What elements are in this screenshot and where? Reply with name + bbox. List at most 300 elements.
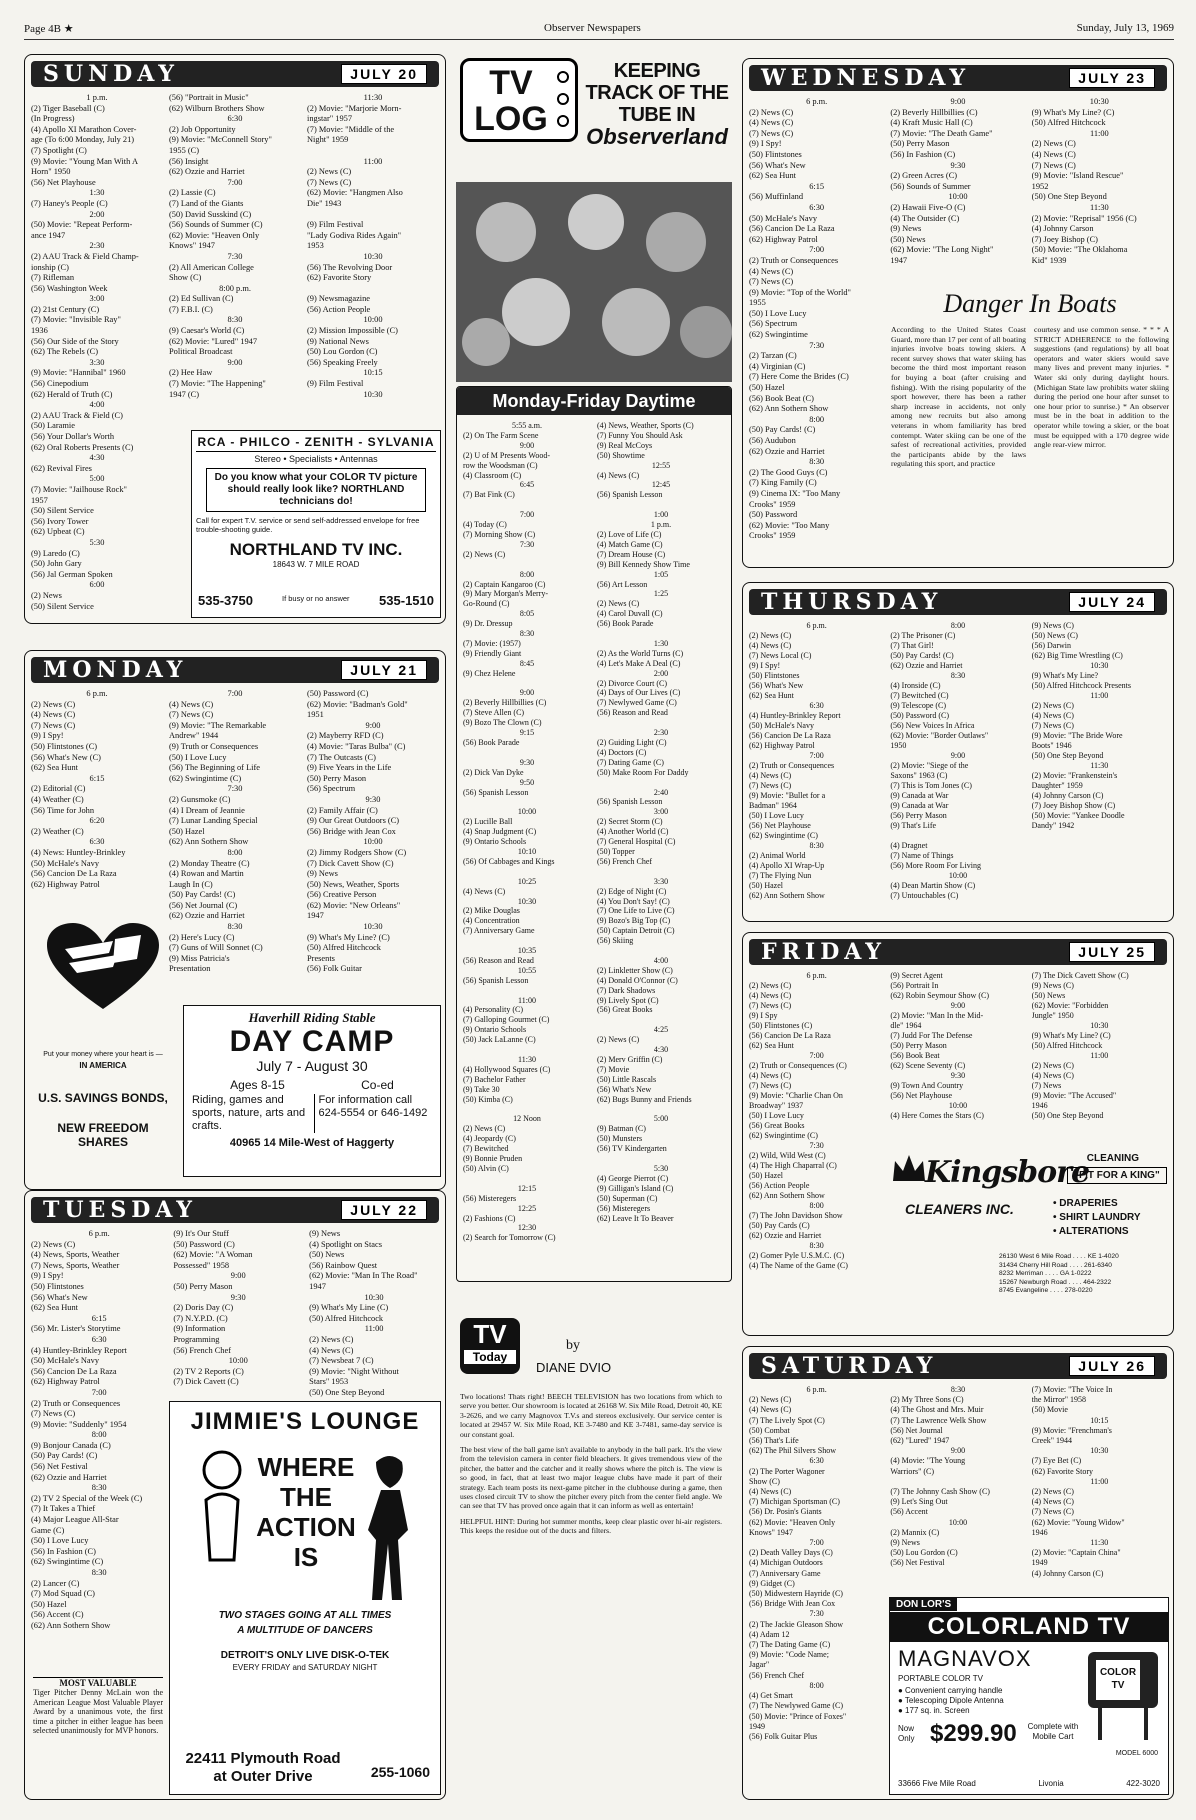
- list-item: Crooks" 1959: [749, 499, 796, 509]
- list-item: 12:25: [517, 1203, 537, 1213]
- list-item: (56) Cancion De La Raza: [31, 869, 117, 879]
- list-item: (2) AAU Track & Field Champ-: [31, 251, 139, 261]
- list-item: (4) News (C): [597, 470, 640, 480]
- list-item: ance 1947: [31, 230, 66, 240]
- list-item: (7) The Dating Game (C): [749, 1640, 831, 1650]
- list-item: (62) Movie: "Young Widow": [1031, 1517, 1125, 1527]
- list-item: (50) Pay Cards! (C): [890, 651, 954, 660]
- list-item: (2) The Jackie Gleason Show: [749, 1619, 844, 1629]
- list-item: Jungle" 1950: [1031, 1011, 1074, 1020]
- list-item: (9) I Spy: [749, 1011, 778, 1020]
- list-item: 10:00: [363, 315, 383, 325]
- list-item: (9) Movie: "Suddenly" 1954: [31, 1419, 127, 1429]
- list-item: (9) Bonjour Canada (C): [31, 1440, 111, 1450]
- tv-log-word: TV LOG: [474, 64, 548, 138]
- list-item: (4) Johnny Carson (C): [1031, 791, 1104, 800]
- list-item: (56) Ivory Tower: [31, 516, 89, 526]
- list-item: (2) The Prisoner (C): [890, 631, 956, 640]
- list-item: (9) I Spy!: [749, 661, 781, 670]
- list-item: (2) Green Acres (C): [890, 171, 958, 181]
- camp-info: For information call 624-5554 or 646-1492: [314, 1094, 433, 1133]
- list-item: (9) That's Life: [890, 821, 937, 830]
- list-item: (56) Great Books: [597, 1005, 653, 1015]
- list-item: 8745 Evangeline . . . . 278-0220: [999, 1287, 1093, 1295]
- list-item: (4) News (C): [1031, 1497, 1074, 1507]
- list-item: (9) Movie: "The Remarkable: [169, 720, 267, 730]
- list-item: (62) Movie: "Hangmen Also: [307, 188, 403, 198]
- list-item: (7) Here Come the Brides (C): [749, 372, 849, 382]
- lounge-nights: EVERY FRIDAY and SATURDAY NIGHT: [232, 1663, 378, 1672]
- list-item: age (To 6:00 Monday, July 21): [31, 135, 135, 145]
- thursday-col-3: [1032, 621, 1167, 915]
- list-item: 9:30: [950, 160, 966, 170]
- colorland-phone: 422-3020: [1126, 1779, 1160, 1788]
- list-item: (9) What's My Line? (C): [1031, 107, 1115, 117]
- list-item: (50) Jack LaLanne (C): [463, 1035, 536, 1045]
- list-item: (7) Dating Game (C): [597, 757, 664, 767]
- list-item: 5:55 a.m.: [512, 421, 542, 430]
- list-item: (56) Cancion De La Raza: [749, 1031, 831, 1040]
- brand-list: RCA - PHILCO - ZENITH - SYLVANIA: [196, 435, 436, 452]
- saturday-header: [749, 1353, 1167, 1379]
- list-item: 4:25: [653, 1025, 669, 1035]
- list-item: (7) Movie: "The Voice In: [1031, 1385, 1113, 1394]
- list-item: (4) News (C): [749, 118, 794, 128]
- list-item: (56) Spanish Lesson: [463, 975, 529, 985]
- list-item: (2) News (C): [309, 1334, 354, 1344]
- saturday-col-3: [1032, 1385, 1167, 1615]
- list-item: 4:00: [89, 400, 105, 410]
- list-item: (4) News: Huntley-Brinkley: [31, 847, 126, 857]
- saturday-col-2: [890, 1385, 1025, 1615]
- list-item: (7) Anniversary Game: [749, 1568, 821, 1578]
- list-item: (2) Truth or Consequences: [749, 761, 835, 770]
- list-item: (56) Cancion De La Raza: [749, 731, 831, 740]
- list-item: (62) Sea Hunt: [31, 1303, 78, 1313]
- list-item: (62) Sea Hunt: [31, 763, 78, 773]
- list-item: (62) Swingintime: [749, 330, 808, 340]
- list-item: 10:30: [363, 922, 383, 932]
- list-item: 11:00: [364, 1324, 384, 1334]
- list-item: 8:30: [227, 922, 243, 932]
- list-item: (62) Herald of Truth (C): [31, 389, 113, 399]
- list-item: (50) One Step Beyond: [1031, 1111, 1104, 1120]
- list-item: (62) Revival Fires: [31, 463, 92, 473]
- article-title: Danger In Boats: [943, 289, 1117, 318]
- list-item: (50) Hazel: [749, 881, 783, 890]
- list-item: 10:30: [363, 251, 383, 261]
- list-item: 10:30: [1090, 1446, 1109, 1456]
- list-item: 9:50: [519, 777, 535, 787]
- camp-address: 40965 14 Mile-West of Haggerty: [229, 1137, 395, 1149]
- list-item: (50) Munsters: [597, 1134, 643, 1144]
- list-item: (56) Time for John: [31, 805, 95, 815]
- list-item: (50) I Love Lucy: [169, 752, 227, 762]
- list-item: (56) Cancion De La Raza: [749, 224, 835, 234]
- list-item: (9) Bozo's Big Top (C): [597, 916, 671, 926]
- list-item: (50) John Gary: [31, 559, 82, 569]
- list-item: 10:55: [517, 965, 537, 975]
- list-item: (62) Scene Seventy (C): [890, 1061, 966, 1070]
- day-date: JULY 25: [1069, 942, 1155, 962]
- list-item: (56) In Fashion (C): [31, 1546, 96, 1556]
- list-item: [463, 679, 591, 689]
- list-item: (4) Get Smart: [749, 1691, 793, 1701]
- list-item: (4) Hollywood Squares (C): [463, 1064, 551, 1074]
- tv-today-author: DIANE DVIO: [536, 1360, 612, 1375]
- list-item: (56) Accent: [890, 1507, 928, 1517]
- list-item: (7) Anniversary Game: [463, 926, 535, 936]
- list-item: (2) News (C): [749, 1395, 792, 1405]
- list-item: (50) Alvin (C): [463, 1163, 509, 1173]
- list-item: (50) Hazel: [31, 1599, 67, 1609]
- list-item: (56) Jal German Spoken: [31, 569, 113, 579]
- list-item: (4) Huntley-Brinkley Report: [749, 711, 841, 720]
- day-name: SUNDAY: [43, 61, 179, 87]
- list-item: 1951: [307, 710, 324, 720]
- list-item: Broadway" 1937: [749, 1101, 804, 1110]
- day-date: JULY 20: [341, 64, 427, 84]
- list-item: (9) I Spy!: [31, 731, 64, 741]
- list-item: (2) Search for Tomorrow (C): [463, 1233, 556, 1243]
- list-item: (62) Ann Sothern Show: [169, 837, 249, 847]
- colorland-dealer: DON LOR'S: [890, 1598, 957, 1611]
- list-item: 9:00: [365, 720, 381, 730]
- list-item: (7) News (C): [749, 128, 794, 138]
- list-item: (50) Lou Gordon (C): [307, 347, 378, 357]
- list-item: (7) One Life to Live (C): [597, 906, 675, 916]
- list-item: (2) Weather (C): [31, 826, 84, 836]
- friday-listing: [742, 932, 1174, 1336]
- colorland-brand: MAGNAVOX: [898, 1646, 1032, 1671]
- list-item: (2) Beverly Hillbillies (C): [890, 107, 978, 117]
- kingsbore-cleaners-ad: [889, 1149, 1169, 1331]
- list-item: (9) Movie: "Night Without: [309, 1366, 399, 1376]
- day-date: JULY 22: [341, 1200, 427, 1220]
- list-item: (62) Swingintime (C): [749, 831, 818, 840]
- list-item: Knows" 1947: [169, 241, 215, 251]
- list-item: (7) N.Y.P.D. (C): [173, 1313, 228, 1323]
- list-item: (9) What's My Line? (C): [307, 932, 390, 942]
- list-item: (50) Make Room For Daddy: [597, 767, 689, 777]
- list-item: Possessed" 1958: [173, 1260, 230, 1270]
- list-item: 4:30: [89, 453, 105, 463]
- tv-knob-icon: [557, 115, 569, 127]
- list-item: (62) Favorite Story: [307, 273, 372, 283]
- list-item: 12:45: [651, 480, 671, 490]
- list-item: Show (C): [749, 1476, 780, 1486]
- northland-tv-ad: [191, 430, 441, 618]
- list-item: (56) Insight: [169, 156, 209, 166]
- list-item: (62) The Phil Silvers Show: [749, 1446, 836, 1456]
- list-item: (7) Movie: "Jailhouse Rock": [31, 484, 127, 494]
- list-item: (2) 21st Century (C): [31, 304, 100, 314]
- list-item: (4) You Don't Say! (C): [597, 896, 670, 906]
- list-item: 1:30: [653, 638, 669, 648]
- list-item: (50) McHale's Navy: [749, 721, 814, 730]
- list-item: (7) Dark Shadows: [597, 985, 656, 995]
- list-item: (50) I Love Lucy: [749, 811, 804, 820]
- list-item: (9) Cinema IX: "Too Many: [749, 488, 841, 498]
- list-item: (50) Pay Cards! (C): [749, 425, 816, 435]
- list-item: (56) Of Cabbages and Kings: [463, 856, 555, 866]
- list-item: (9) Five Years in the Life: [307, 763, 392, 773]
- list-item: (2) Tiger Baseball (C): [31, 103, 105, 113]
- list-item: 11:30: [518, 1055, 536, 1064]
- list-item: Show (C): [169, 273, 202, 283]
- list-item: (50) Perry Mason: [890, 139, 950, 149]
- list-item: (62) Bugs Bunny and Friends: [597, 1094, 692, 1104]
- list-item: (7) Galloping Gourmet (C): [463, 1015, 550, 1025]
- list-item: (7) The Flying Nun: [749, 871, 812, 880]
- list-item: (50) Alfred Hitchcock: [1031, 118, 1106, 128]
- list-item: (2) Fashions (C): [463, 1213, 516, 1223]
- list-item: 1952: [1031, 181, 1049, 191]
- list-item: (9) What's My Line?: [1031, 671, 1099, 680]
- list-item: Warriors" (C): [890, 1466, 935, 1476]
- list-item: 7:30: [227, 251, 243, 261]
- day-date: JULY 26: [1069, 1356, 1155, 1376]
- list-item: (2) Lancer (C): [31, 1578, 80, 1588]
- list-item: (56) Net Festival: [890, 1558, 945, 1568]
- list-item: (4) Doctors (C): [597, 747, 647, 757]
- list-item: (9) News (C): [1031, 621, 1074, 630]
- tv-log-banner: [456, 54, 732, 386]
- list-item: 2:00: [89, 209, 105, 219]
- list-item: 7:30: [809, 1609, 824, 1619]
- list-item: (9) Movie: "Code Name;: [749, 1650, 829, 1660]
- list-item: (4) News (C): [169, 699, 214, 709]
- list-item: 1955: [749, 298, 766, 308]
- camp-stable-name: Haverhill Riding Stable: [248, 1010, 376, 1025]
- list-item: (4) Donald O'Connor (C): [597, 975, 678, 985]
- list-item: (56) Rainbow Quest: [309, 1260, 378, 1270]
- list-item: Andrew" 1944: [169, 731, 219, 741]
- list-item: (2) News: [31, 590, 62, 600]
- list-item: (50) Perry Mason: [307, 773, 367, 783]
- list-item: 10:30: [517, 896, 537, 906]
- list-item: 6:30: [809, 1456, 824, 1466]
- day-name: FRIDAY: [761, 939, 886, 965]
- list-item: 8232 Merriman . . . . GA 1-0222: [999, 1270, 1092, 1278]
- list-item: (7) The Dick Cavett Show (C): [1031, 971, 1129, 980]
- lounge-title: JIMMIE'S LOUNGE: [190, 1408, 420, 1435]
- list-item: (9) I Spy!: [749, 139, 782, 149]
- monday-col-3: [307, 689, 439, 1009]
- list-item: (56) Dr. Posin's Giants: [749, 1507, 822, 1517]
- list-item: 3:00: [653, 807, 669, 817]
- list-item: (2) Here's Lucy (C): [169, 932, 235, 942]
- ad-phone-1: 535-3750: [198, 593, 253, 608]
- list-item: (2) News (C): [597, 1035, 640, 1045]
- list-item: 11:30: [1089, 202, 1109, 212]
- list-item: (56) Your Dollar's Worth: [31, 432, 115, 441]
- list-item: 8:00 p.m.: [219, 283, 251, 293]
- list-item: (4) Days of Our Lives (C): [597, 688, 681, 698]
- list-item: (7) The Outcasts (C): [307, 752, 376, 762]
- list-item: (62) Robin Seymour Show (C): [890, 991, 989, 1000]
- list-item: (In Progress): [31, 114, 75, 124]
- list-item: (50) Password (C): [890, 711, 949, 720]
- list-item: (2) Captain Kangaroo (C): [463, 579, 546, 589]
- masthead: [24, 20, 1174, 40]
- faces-photo: [456, 182, 732, 382]
- list-item: 6 p.m.: [806, 971, 827, 980]
- list-item: (62) The Rebels (C): [31, 347, 99, 357]
- list-item: (50) McHale's Navy: [31, 858, 100, 868]
- list-item: (56) French Chef: [749, 1670, 805, 1680]
- list-item: 11:00: [1090, 691, 1109, 700]
- camp-desc: Riding, games and sports, nature, arts and crafts.: [192, 1094, 306, 1132]
- list-item: (2) Movie: "Reprisal" 1956 (C): [1031, 213, 1137, 223]
- list-item: (9) Mary Morgan's Merry-: [463, 589, 549, 599]
- list-item: (9) Take 30: [463, 1084, 500, 1094]
- list-item: 7:00: [227, 689, 243, 698]
- list-item: (4) Virginian (C): [749, 361, 806, 371]
- list-item: 1:05: [653, 569, 669, 579]
- list-item: 8:30: [91, 1483, 107, 1493]
- list-item: (50) Midwestern Hayride (C): [749, 1589, 843, 1599]
- list-item: 6:15: [91, 1313, 107, 1323]
- list-item: (56) Misteregers: [463, 1193, 517, 1203]
- list-item: (4) Johnny Carson (C): [1031, 1568, 1104, 1578]
- list-item: (9) Film Festival: [307, 220, 364, 230]
- list-item: (56) Portrait In: [890, 981, 939, 990]
- list-item: (50) Captain Detroit (C): [597, 926, 675, 936]
- monday-listing: [24, 650, 446, 1190]
- list-item: 1949: [749, 1721, 765, 1731]
- list-item: 9:30: [365, 794, 381, 804]
- list-item: (62) Highway Patrol: [749, 234, 818, 244]
- list-item: (4) Apollo XI Marathon Cover-: [31, 124, 137, 134]
- list-item: 6:30: [89, 837, 105, 847]
- camp-coed: Co-ed: [361, 1078, 394, 1092]
- list-item: (56) Skiing: [597, 936, 634, 946]
- list-item: (2) Divorce Court (C): [597, 678, 667, 688]
- list-item: 9:00: [950, 751, 966, 760]
- list-item: (56) Audubon: [749, 436, 796, 445]
- list-item: (62) Movie: "Too Many: [749, 520, 830, 530]
- list-item: Stars" 1953: [309, 1377, 349, 1387]
- list-item: (4) Concentration: [463, 916, 520, 926]
- list-item: (7) Movie: "The Happening": [169, 379, 266, 389]
- headline-place: Observerland: [586, 124, 728, 149]
- list-item: 7:00: [91, 1387, 107, 1397]
- list-item: (4) The Ghost and Mrs. Muir: [890, 1405, 984, 1415]
- list-item: (50) Pay Cards! (C): [31, 1451, 98, 1461]
- list-item: (56) Muffinland: [749, 192, 804, 202]
- list-item: (56) Misteregers: [597, 1203, 651, 1213]
- sunday-header: [31, 61, 439, 87]
- list-item: 6:30: [809, 202, 825, 212]
- ad-address: 18643 W. 7 MILE ROAD: [272, 560, 360, 569]
- list-item: (7) F.B.I. (C): [169, 304, 213, 314]
- list-item: (50) Alfred Hitchcock: [309, 1313, 384, 1323]
- list-item: (4) News, Sports, Weather: [31, 1250, 120, 1260]
- list-item: 10:30: [1089, 97, 1109, 106]
- list-item: [597, 500, 725, 510]
- list-item: (9) Chez Helene: [463, 668, 516, 678]
- list-item: (9) Bill Kennedy Show Time: [597, 559, 690, 569]
- list-item: (56) The Revolving Door: [307, 262, 393, 272]
- list-item: Knows" 1947: [749, 1527, 793, 1537]
- list-item: Political Broadcast: [169, 347, 233, 357]
- list-item: (56) French Chef: [173, 1345, 232, 1355]
- list-item: (9) Lively Spot (C): [597, 995, 659, 1005]
- list-item: (7) Steve Allen (C): [463, 708, 525, 718]
- list-item: [597, 946, 725, 956]
- day-camp-ad: [183, 1005, 441, 1177]
- list-item: (50) McHale's Navy: [31, 1356, 100, 1366]
- day-date: JULY 23: [1069, 68, 1155, 88]
- tv-today-hint: HELPFUL HINT: During hot summer months, keep clear plastic over hi-air registers. This keeps the residue out of the ducts and filters.: [460, 1516, 722, 1536]
- list-item: 11:30: [363, 93, 383, 102]
- list-item: (7) Land of the Giants: [169, 198, 244, 208]
- list-item: Kid" 1939: [1031, 255, 1067, 265]
- list-item: (2) All American College: [169, 262, 254, 272]
- list-item: 3:30: [653, 876, 669, 886]
- kingsbore-cleaning: CLEANING: [1086, 1153, 1139, 1164]
- list-item: (2) Truth or Consequences (C): [749, 1061, 847, 1070]
- list-item: (9) Gidget (C): [749, 1578, 795, 1588]
- list-item: 1957: [31, 495, 48, 505]
- list-item: (50) One Step Beyond: [309, 1387, 385, 1397]
- article-para-2: courtesy and use common sense. * * * A STRICT ADHERENCE to the following suggestions (and regulations) by all boat operators and water skiers would save many lives and prevent many injuries. * Water ski only during daylight hours. (Michigan State law prohibits water skiing during the period one hour after sunset to one hour prior to sunrise.) * An observer must be in the boat in addition to the operator while towing a skier, or the boat must be equipped with a 170 degree wide angle rear-view mirror.: [1034, 325, 1169, 450]
- danger-in-boats-article: [891, 287, 1169, 563]
- list-item: 11:00: [363, 156, 383, 166]
- list-item: (2) TV 2 Special of the Week (C): [31, 1493, 143, 1503]
- list-item: (2) Wild, Wild West (C): [749, 1151, 826, 1160]
- day-name: THURSDAY: [761, 589, 943, 615]
- list-item: (7) The Lawrence Welk Show: [890, 1415, 987, 1425]
- lounge-address: 22411 Plymouth Road at Outer Drive: [185, 1750, 341, 1785]
- list-item: (56) Spanish Lesson: [463, 787, 529, 797]
- list-item: (2) Lassie (C): [169, 188, 216, 198]
- list-item: (2) Death Valley Days (C): [749, 1548, 833, 1558]
- lounge-disco: DETROIT'S ONLY LIVE DISK-O-TEK: [220, 1650, 390, 1661]
- list-item: (62) Ann Sothern Show: [749, 891, 825, 900]
- list-item: (2) Hee Haw: [169, 368, 213, 378]
- list-item: (62) Big Time Wrestling (C): [1031, 651, 1123, 660]
- list-item: (56) Accent (C): [31, 1610, 84, 1620]
- list-item: (56) Speaking Freely: [307, 357, 378, 367]
- list-item: (50) Showtime: [597, 450, 645, 460]
- list-item: (4) Movie: "Taras Bulba" (C): [307, 741, 406, 751]
- list-item: 8:00: [809, 1201, 824, 1210]
- list-item: (7) King Family (C): [749, 478, 817, 488]
- list-item: (4) News (C): [749, 1405, 792, 1415]
- list-item: [463, 1105, 591, 1115]
- list-item: (9) Information: [173, 1324, 226, 1334]
- list-item: (7) Movie: "Middle of the: [307, 124, 395, 134]
- list-item: (7) News (C): [31, 1409, 76, 1419]
- list-item: (2) Guiding Light (C): [597, 738, 667, 747]
- list-item: (9) Bozo The Clown (C): [463, 718, 542, 728]
- issue-date: Sunday, July 13, 1969: [1076, 22, 1174, 34]
- day-name: TUESDAY: [43, 1197, 197, 1223]
- list-item: (62) Sea Hunt: [749, 1041, 794, 1050]
- list-item: Crooks" 1959: [749, 531, 796, 541]
- list-item: (56) Book Parade: [463, 738, 520, 747]
- list-item: (9) Town And Country: [890, 1081, 964, 1090]
- list-item: (2) Editorial (C): [31, 784, 86, 794]
- page-number: Page 4B ★: [24, 23, 74, 35]
- tv-today-para-2: The best view of the ball game isn't available to anybody in the ball park. It's the view from the television camera in center field bleachers. It gives tremendous view of the pitcher, the batter and the catcher and it really shows where the pitch is. The view is so good, in fact, that at least two major league clubs have made it part of their strategy. Each team posts its next-game pitcher in the clubhouse during a game, then uses closed circuit TV to show the pitcher every pitch from the center field angle. We can see that TV has proved once again that it can inform as well as entertain!: [460, 1445, 722, 1511]
- list-item: (7) Dick Cavett Show (C): [307, 858, 394, 868]
- tv-today-tv: TV: [473, 1319, 507, 1349]
- list-item: 1:25: [653, 589, 669, 599]
- list-item: [890, 831, 1025, 841]
